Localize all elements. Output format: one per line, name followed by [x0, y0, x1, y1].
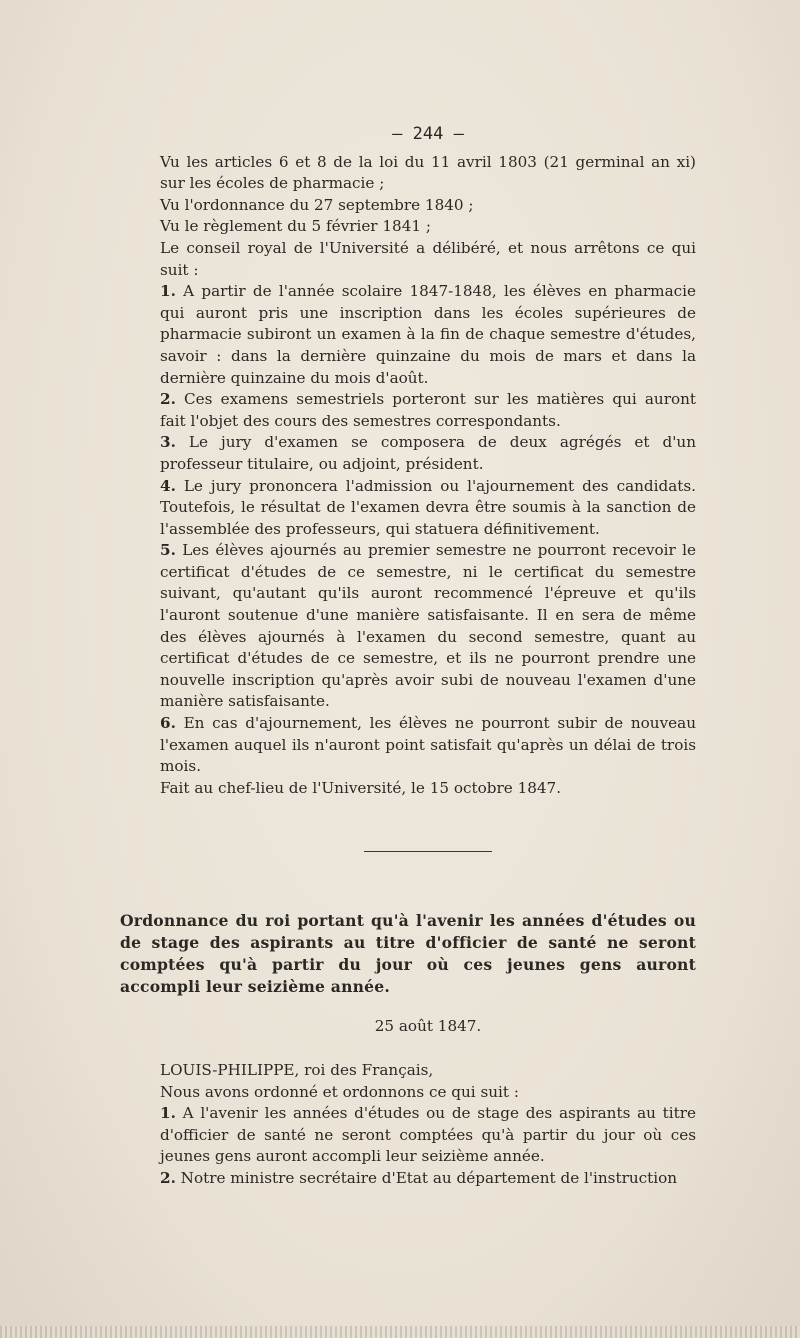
ordonnance-king: LOUIS-PHILIPPE, roi des Français, — [160, 1061, 434, 1079]
article — [160, 540, 696, 713]
article-text: Ces examens semestriels porteront sur les matières qui auront fait l'objet des cours des semestres correspondants. — [160, 390, 696, 430]
article-text: A partir de l'année scolaire 1847-1848, les élèves en pharmacie qui auront pris une inscription dans les écoles supérieures de pharmacie subiront un examen à la fin de chaque semestre d'études, savoir : dans la dernière quinzaine du mois de mars et dans la dernière quinzaine du mois d'août. — [160, 282, 696, 387]
decree-line: Vu les articles 6 et 8 de la loi du 11 avril 1803 (21 germinal an xi) sur les écoles de pharmacie ; — [160, 152, 696, 193]
article-number: 1. — [160, 282, 176, 301]
article — [160, 432, 696, 475]
article — [160, 1168, 696, 1190]
scan-edge — [0, 1326, 800, 1338]
ordonnance-heading: Ordonnance du roi portant qu'à l'avenir les années d'études ou de stage des aspirants au titre d'officier de santé ne seront comptées qu'à partir du jour où ces jeunes gens auront accompli leur seizième année. — [120, 911, 696, 997]
decree-line: Le conseil royal de l'Université a délibéré, et nous arrêtons ce qui suit : — [160, 238, 696, 279]
article — [160, 1103, 696, 1168]
article — [160, 476, 696, 541]
article-number: 2. — [160, 390, 176, 409]
article-number: 3. — [160, 433, 176, 452]
article — [160, 389, 696, 432]
decree-line: Vu le règlement du 5 février 1841 ; — [160, 217, 431, 236]
page-number: — 244 — — [392, 124, 464, 144]
section-divider — [364, 851, 492, 852]
closing-line: Fait au chef-lieu de l'Université, le 15 octobre 1847. — [160, 778, 562, 797]
article — [160, 281, 696, 389]
article-number: 4. — [160, 476, 176, 495]
article-number: 2. — [160, 1168, 176, 1187]
article-text: A l'avenir les années d'études ou de stage des aspirants au titre d'officier de santé ne seront comptées qu'à partir du jour où ces jeunes gens auront accompli leur seizième année. — [160, 1104, 696, 1166]
article-text: Le jury d'examen se composera de deux agrégés et d'un professeur titulaire, ou adjoint, président. — [160, 433, 696, 473]
ordonnance-date: 25 août 1847. — [374, 1017, 482, 1036]
ordonnance-intro: Nous avons ordonné et ordonnons ce qui suit : — [160, 1082, 519, 1101]
article-text: Notre ministre secrétaire d'Etat au département de l'instruction — [175, 1168, 678, 1187]
article-number: 5. — [160, 541, 176, 560]
article-text: En cas d'ajournement, les élèves ne pourront subir de nouveau l'examen auquel ils n'auront point satisfait qu'après un délai de trois mois. — [160, 714, 696, 776]
article-number: 1. — [160, 1104, 176, 1123]
article — [160, 713, 696, 778]
article-number: 6. — [160, 714, 176, 733]
decree-line: Vu l'ordonnance du 27 septembre 1840 ; — [160, 195, 474, 214]
page-content — [120, 124, 696, 1190]
article-text: Le jury prononcera l'admission ou l'ajournement des candidats. Toutefois, le résultat de l'examen devra être soumis à la sanction de l'assemblée des professeurs, qui statuera définitivement. — [160, 476, 696, 538]
article-text: Les élèves ajournés au premier semestre ne pourront recevoir le certificat d'études de ce semestre, ni le certificat du semestre suivant, qu'autant qu'ils auront recommencé l'épreuve et qu'ils l'auront soutenue d'une manière satisfaisante. Il en sera de même des élèves ajournés à l'examen du second semestre, quant au certificat d'études de ce semestre, et ils ne pourront prendre une nouvelle inscription qu'après avoir subi de nouveau l'examen d'une manière satisfaisante. — [160, 541, 696, 711]
